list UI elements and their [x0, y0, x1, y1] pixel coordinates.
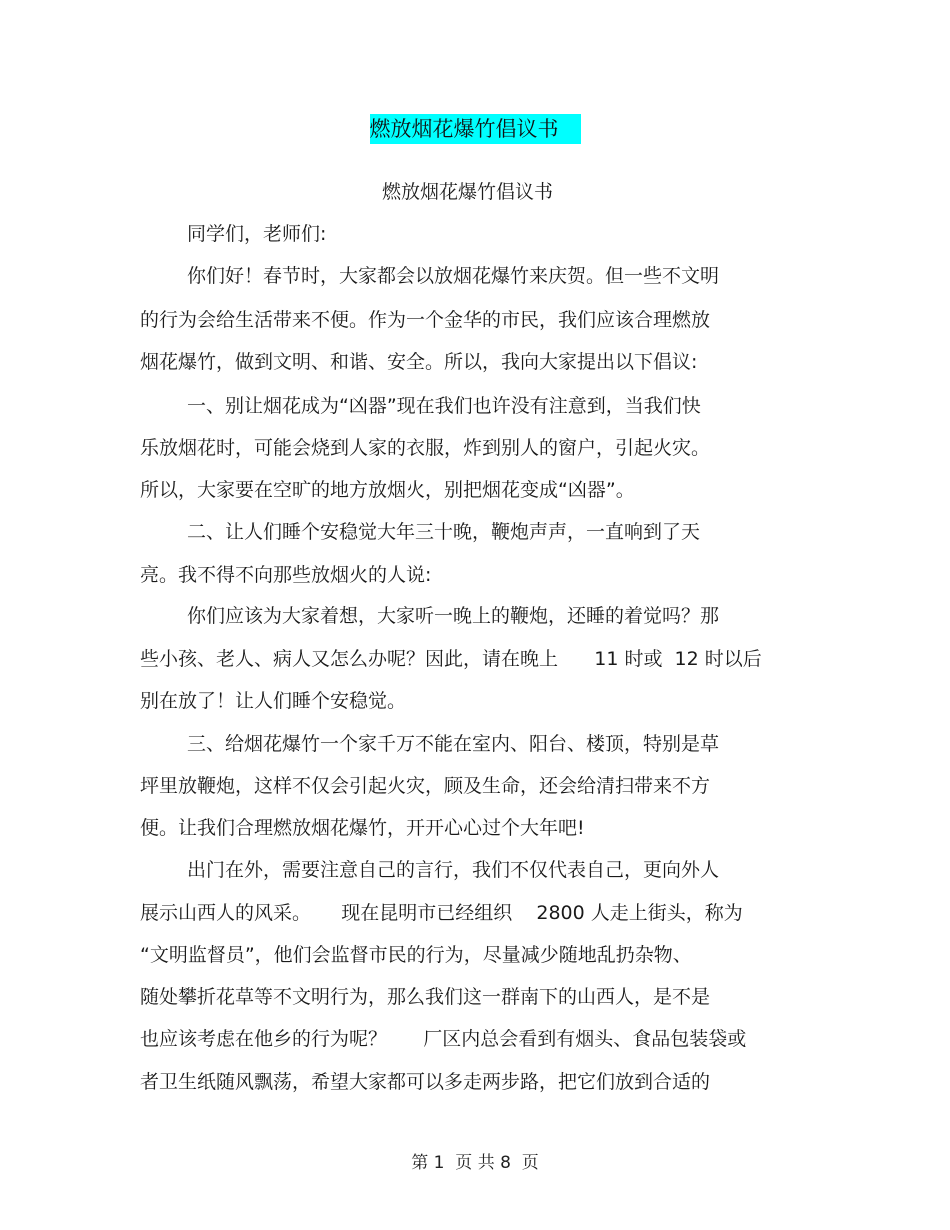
paragraph-line: 坪里放鞭炮，这样不仅会引起火灾，顾及生命，还会给清扫带来不方 [140, 775, 711, 797]
document-subtitle: 燃放烟花爆竹倡议书 [381, 181, 553, 203]
paragraph-line: 出门在外，需要注意自己的言行，我们不仅代表自己，更向外人 [187, 859, 720, 881]
paragraph-line: 三、给烟花爆竹一个家千万不能在室内、阳台、楼顶，特别是草 [187, 733, 720, 755]
paragraph-line: 者卫生纸随风飘荡，希望大家都可以多走两步路，把它们放到合适的 [140, 1071, 711, 1093]
paragraph-line: 二、让人们睡个安稳觉大年三十晚，鞭炮声声，一直响到了天 [187, 521, 701, 543]
paragraph-line: 的行为会给生活带来不便。作为一个金华的市民，我们应该合理燃放 [140, 309, 711, 331]
paragraph-line: 展示山西人的风采。 现在昆明市已经组织 2800 人走上街头，称为 [140, 902, 743, 924]
paragraph-line: 便。让我们合理燃放烟花爆竹，开开心心过个大年吧! [140, 817, 585, 839]
paragraph-line: 乐放烟花时，可能会烧到人家的衣服，炸到别人的窗户，引起火灾。 [140, 437, 711, 459]
paragraph-line: 烟花爆竹，做到文明、和谐、安全。所以，我向大家提出以下倡议: [140, 351, 698, 373]
document-title-text: 燃放烟花爆竹倡议书 [370, 114, 581, 144]
paragraph-line: 随处攀折花草等不文明行为，那么我们这一群南下的山西人，是不是 [140, 986, 711, 1008]
paragraph-line: 你们好！春节时，大家都会以放烟花爆竹来庆贺。但一些不文明 [187, 265, 720, 287]
paragraph-line: 些小孩、老人、病人又怎么办呢？因此，请在晚上 11 时或 12 时以后 [140, 648, 762, 670]
page-footer: 第 1 页 共 8 页 [411, 1153, 539, 1173]
paragraph-line: 别在放了！让人们睡个安稳觉。 [140, 690, 407, 712]
document-title [0, 114, 950, 144]
salutation: 同学们，老师们: [187, 223, 327, 245]
paragraph-line: “文明监督员”，他们会监督市民的行为，尽量减少随地乱扔杂物、 [140, 944, 692, 966]
paragraph-line: 也应该考虑在他乡的行为呢？ 厂区内总会看到有烟头、食品包装袋或 [140, 1028, 747, 1050]
paragraph-line: 所以，大家要在空旷的地方放烟火，别把烟花变成“凶器”。 [140, 479, 635, 501]
paragraph-line: 你们应该为大家着想，大家听一晚上的鞭炮，还睡的着觉吗？那 [187, 605, 720, 627]
paragraph-line: 亮。我不得不向那些放烟火的人说: [140, 564, 432, 586]
paragraph-line: 一、别让烟花成为“凶器”现在我们也许没有注意到，当我们快 [187, 395, 701, 417]
